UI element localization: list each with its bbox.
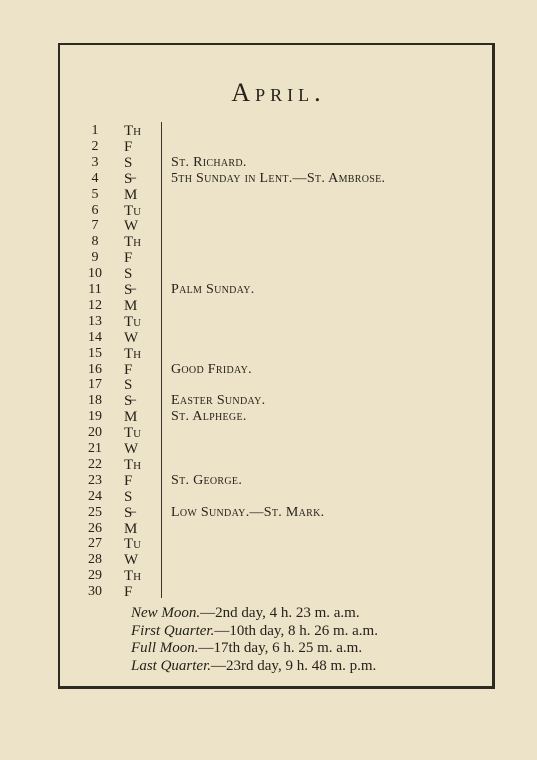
moon-phase-detail: —23rd day, 9 h. 48 m. p.m. (211, 657, 377, 674)
day-number: 14 (88, 329, 102, 345)
moon-phase-line (131, 623, 378, 641)
moon-phase-line (131, 640, 378, 658)
day-number: 24 (88, 488, 102, 504)
day-event: Palm Sunday. (171, 282, 255, 297)
day-of-week: W (124, 218, 139, 235)
day-of-week: M (124, 297, 138, 314)
day-number: 12 (88, 297, 102, 313)
day-of-week: Th (124, 568, 142, 585)
day-number: 1 (91, 123, 99, 138)
moon-phase-line (131, 605, 378, 623)
day-number: 6 (91, 202, 99, 218)
day-number: 19 (88, 409, 102, 425)
day-number: 18 (88, 393, 102, 409)
day-number: 8 (91, 234, 99, 250)
day-number: 3 (91, 154, 99, 170)
day-number: 4 (91, 170, 99, 186)
day-of-week: S (124, 377, 133, 394)
day-of-week: F (124, 472, 133, 489)
day-number: 26 (88, 520, 102, 536)
day-of-week: W (124, 329, 139, 346)
day-number: 2 (91, 138, 99, 154)
day-of-week: F (124, 250, 133, 267)
moon-phase-detail: —10th day, 8 h. 26 m. a.m. (214, 622, 378, 639)
day-number: 22 (88, 456, 102, 472)
day-of-week: Th (124, 456, 142, 473)
day-number: 16 (88, 361, 102, 377)
day-of-week: Tu (124, 202, 142, 219)
day-number: 15 (88, 345, 102, 361)
day-number: 20 (88, 425, 102, 441)
day-of-week: Th (124, 345, 142, 362)
day-number: 13 (88, 313, 102, 329)
day-number: 23 (88, 472, 102, 488)
day-event: St. George. (171, 472, 243, 488)
day-of-week: S (124, 266, 133, 283)
day-number: 5 (91, 186, 99, 202)
day-of-week: F (124, 361, 133, 378)
day-number: 9 (91, 250, 99, 266)
moon-phase-name: First Quarter. (131, 622, 215, 639)
day-number: 11 (88, 282, 102, 297)
moon-phase-detail: —2nd day, 4 h. 23 m. a.m. (200, 605, 360, 621)
day-of-week: S̶ (124, 282, 133, 298)
day-number: 7 (91, 218, 99, 234)
day-of-week: S̶ (124, 170, 133, 187)
day-of-week: S (124, 488, 133, 505)
moon-phases (131, 605, 378, 675)
day-of-week: M (124, 186, 138, 203)
moon-phase-name: Full Moon. (131, 640, 199, 656)
day-number: 28 (88, 552, 102, 568)
day-of-week: W (124, 552, 139, 569)
day-of-week: Tu (124, 536, 142, 553)
day-of-week: M (124, 520, 138, 537)
day-number: 29 (88, 568, 102, 584)
day-of-week: S (124, 154, 133, 171)
moon-phase-detail: —17th day, 6 h. 25 m. a.m. (198, 640, 363, 656)
moon-phase-line (131, 658, 378, 676)
day-event: Low Sunday.—St. Mark. (171, 504, 325, 520)
day-of-week: S̶ (124, 504, 133, 521)
day-number: 21 (88, 441, 102, 456)
day-number: 30 (88, 584, 102, 600)
day-event: 5th Sunday in Lent.—St. Ambrose. (171, 170, 386, 186)
day-of-week: W (124, 441, 139, 457)
day-of-week: Tu (124, 313, 142, 330)
day-of-week: M (124, 409, 138, 426)
day-number: 17 (88, 377, 102, 393)
day-of-week: F (124, 584, 133, 601)
day-of-week: Tu (124, 425, 142, 442)
day-of-week: Th (124, 123, 142, 139)
day-of-week: Th (124, 234, 142, 251)
page-title: April. (231, 78, 326, 107)
day-event: St. Richard. (171, 154, 247, 170)
day-number: 27 (88, 536, 102, 552)
day-event: Good Friday. (171, 361, 252, 377)
day-number: 25 (88, 504, 102, 520)
moon-phase-name: New Moon. (131, 605, 201, 621)
day-of-week: S̶ (124, 393, 133, 410)
column-divider (161, 122, 162, 598)
day-event: Easter Sunday. (171, 393, 266, 409)
day-number: 10 (88, 266, 102, 282)
moon-phase-name: Last Quarter. (131, 657, 212, 674)
day-event: St. Alphege. (171, 409, 247, 425)
day-of-week: F (124, 138, 133, 155)
